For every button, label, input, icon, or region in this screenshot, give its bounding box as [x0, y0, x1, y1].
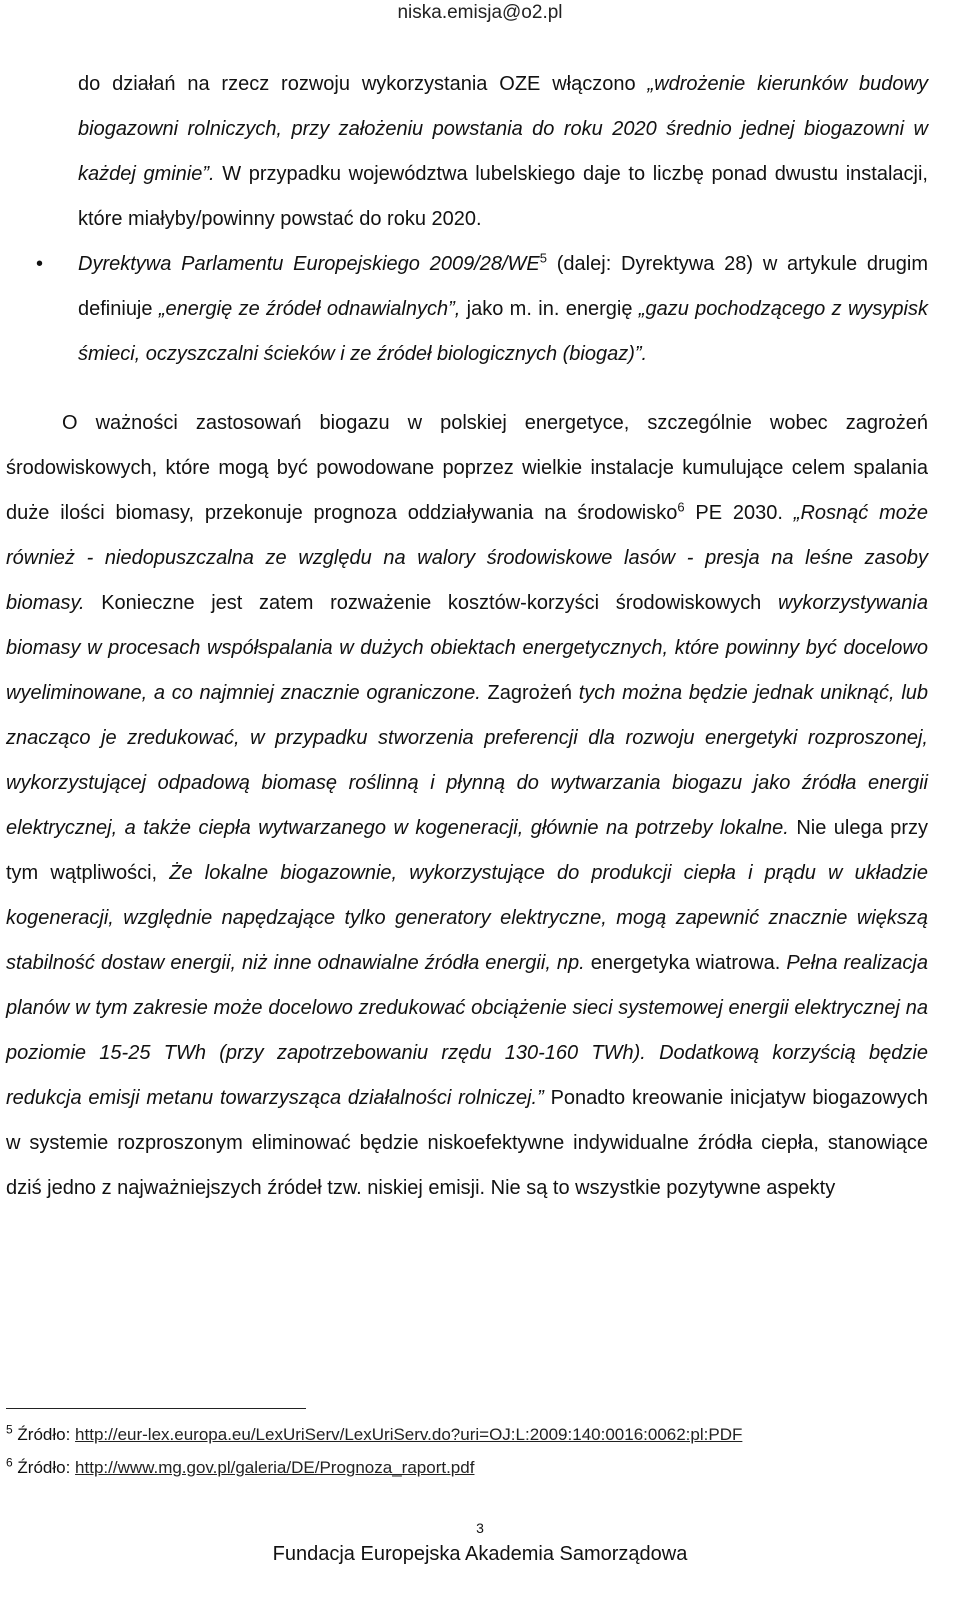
document-body — [6, 62, 928, 1211]
intro-quote: „wdrożenie kierunków budowy biogazowni rolniczych, przy założeniu powstania do roku 2020 średnio jednej biogazowni w każdej gminie”. — [78, 73, 928, 185]
footnote-number: 6 — [6, 1455, 13, 1470]
footnotes — [6, 1418, 906, 1484]
bullet-dot-icon: • — [36, 253, 44, 275]
intro-continuation — [6, 62, 928, 242]
main-paragraph — [6, 401, 928, 1211]
para-quote-1: „Rosnąć może również - niedopuszczalna ze względu na walory środowiskowe lasów - presja na leśne zasoby biomasy. — [6, 502, 928, 614]
footnote-label: Źródło: — [12, 1425, 76, 1444]
bullet-text-1: (dalej: Dyrektywa 28) w artykule drugim definiuje — [78, 253, 928, 320]
para-text-3: Konieczne jest zatem rozważenie kosztów-korzyści środowiskowych — [84, 592, 778, 614]
para-text-6: energetyka wiatrowa. — [584, 952, 787, 974]
footnote-ref-6[interactable]: 6 — [677, 499, 685, 515]
para-text-4: Zagrożeń — [480, 682, 579, 704]
intro-text-2: W przypadku województwa lubelskiego daje to liczbę ponad dwustu instalacji, które miałyby/powinny powstać do roku 2020. — [78, 163, 928, 230]
para-quote-4: Że lokalne biogazownie, wykorzystujące do produkcji ciepła i prądu w układzie kogeneracji, względnie napędzające tylko generatory elektryczne, mogą zapewnić znacznie większą stabilność dostaw energii, niż inne odnawialne źródła energii, np. — [6, 862, 928, 974]
para-quote-2: wykorzystywania biomasy w procesach współspalania w dużych obiektach energetycznych, które powinny być docelowo wyeliminowane, a co najmniej znacznie ograniczone. — [6, 592, 928, 704]
para-text-5: Nie ulega przy tym wątpliwości, — [6, 817, 928, 884]
bullet-item-directive — [6, 242, 928, 377]
footnote-link[interactable]: http://www.mg.gov.pl/galeria/DE/Prognoza_raport.pdf — [75, 1458, 475, 1477]
para-quote-5: Pełna realizacja planów w tym zakresie może docelowo zredukować obciążenie sieci systemowej energii elektrycznej na poziomie 15-25 TWh (przy zapotrzebowaniu rzędu 130-160 TWh). Dodatkową korzyścią będzie redukcja emisji metanu towarzysząca działalności rolniczej.” — [6, 952, 928, 1109]
para-text-2: PE 2030. — [684, 502, 794, 524]
para-quote-3: tych można będzie jednak uniknąć, lub znacząco je zredukować, w przypadku stworzenia preferencji dla rozwoju energetyki rozproszonej, wykorzystującej odpadową biomasę roślinną i płynną do wytwarzania biogazu jako źródła energii elektrycznej, a także ciepła wytwarzanego w kogeneracji, głównie na potrzeby lokalne. — [6, 682, 929, 839]
footnote-number: 5 — [6, 1422, 13, 1437]
para-text-1: O ważności zastosowań biogazu w polskiej energetyce, szczególnie wobec zagrożeń środowiskowych, które mogą być powodowane poprzez wielkie instalacje kumulujące celem spalania duże ilości biomasy, przekonuje prognoza oddziaływania na środowisko — [6, 412, 928, 524]
directive-title: Dyrektywa Parlamentu Europejskiego 2009/28/WE — [78, 253, 540, 275]
intro-text-1: do działań na rzecz rozwoju wykorzystania OZE włączono — [78, 73, 648, 95]
footnote-5 — [6, 1418, 906, 1451]
footnote-6 — [6, 1451, 906, 1484]
bullet-quote-2: „gazu pochodzącego z wysypisk śmieci, oczyszczalni ścieków i ze źródeł biologicznych (biogaz)”. — [78, 298, 928, 365]
bullet-quote-1: „energię ze źródeł odnawialnych”, — [158, 298, 461, 320]
footnote-label: Źródło: — [12, 1458, 76, 1477]
footer-organization: Fundacja Europejska Akademia Samorządowa — [272, 1543, 688, 1565]
bullet-text-2: jako m. in. energię — [460, 298, 639, 320]
page-number: 3 — [476, 1520, 484, 1536]
footnote-divider — [6, 1408, 306, 1409]
footnote-ref-5[interactable]: 5 — [539, 250, 547, 266]
para-text-7: Ponadto kreowanie inicjatyw biogazowych w systemie rozproszonym eliminować będzie niskoefektywne indywidualne źródła ciepła, stanowiące dziś jedno z najważniejszych źródeł tzw. niskiej emisji. Nie są to wszystkie pozytywne aspekty — [6, 1087, 928, 1199]
footnote-link[interactable]: http://eur-lex.europa.eu/LexUriServ/LexUriServ.do?uri=OJ:L:2009:140:0016:0062:pl:PDF — [75, 1425, 743, 1444]
header-email: niska.emisja@o2.pl — [397, 2, 563, 23]
